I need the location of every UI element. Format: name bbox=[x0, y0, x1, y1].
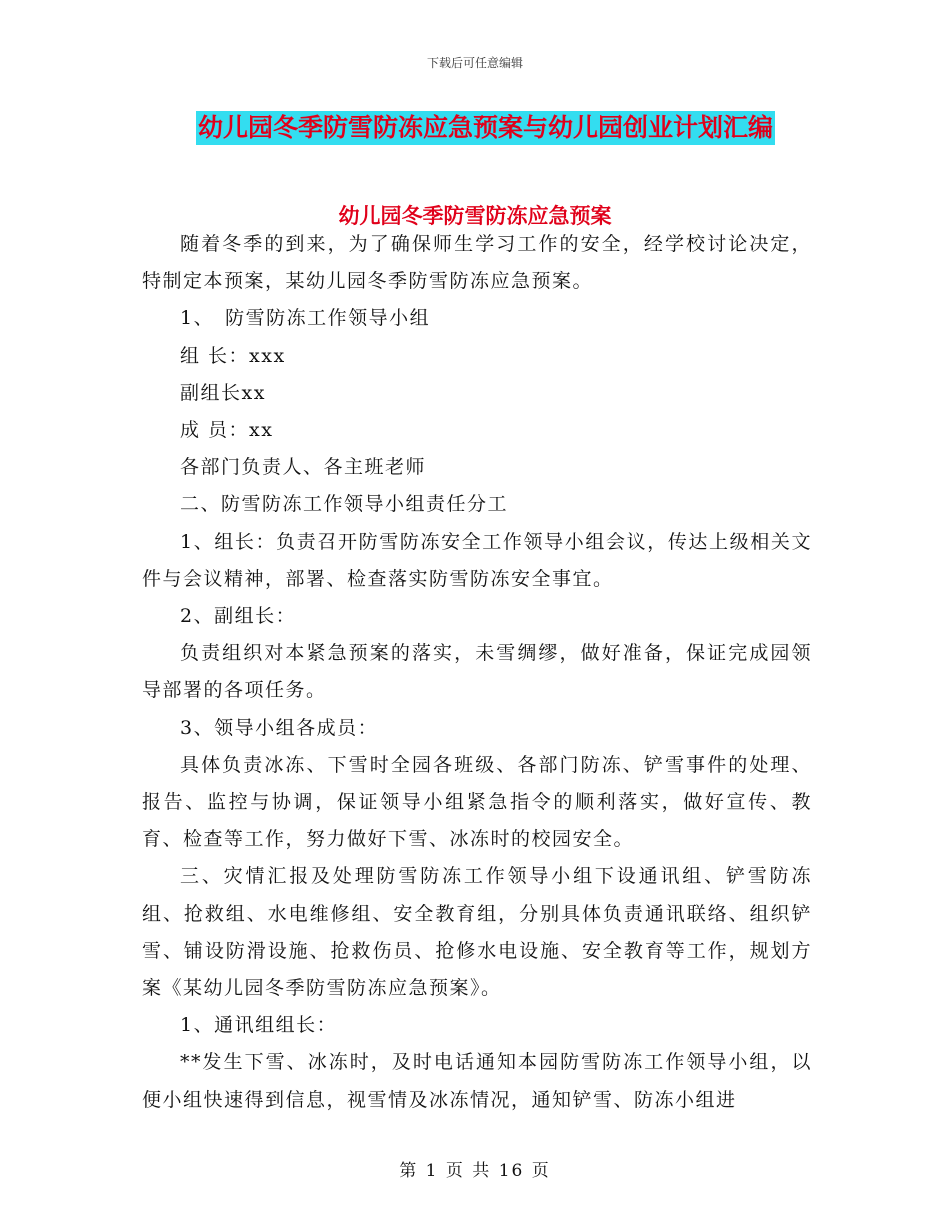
body-text bbox=[142, 226, 812, 1119]
paragraph: 各部门负责人、各主班老师 bbox=[180, 456, 427, 479]
paragraph: 组 长：xxx bbox=[180, 344, 286, 367]
paragraph: 具体负责冰冻、下雪时全园各班级、各部门防冻、铲雪事件的处理、报告、监控与协调，保证领导小组紧急指令的顺利落实，做好宣传、教育、检查等工作，努力做好下雪、冰冻时的校园安全。 bbox=[142, 753, 812, 851]
paragraph: **发生下雪、冰冻时，及时电话通知本园防雪防冻工作领导小组，以便小组快速得到信息，视雪情及冰冻情况，通知铲雪、防冻小组进 bbox=[142, 1051, 812, 1111]
paragraph: 成 员：xx bbox=[180, 419, 274, 442]
paragraph: 1、通讯组组长： bbox=[180, 1014, 338, 1037]
section-title: 幼儿园冬季防雪防冻应急预案 bbox=[338, 204, 612, 228]
header-note: 下载后可任意编辑 bbox=[426, 56, 523, 70]
paragraph: 1、组长：负责召开防雪防冻安全工作领导小组会议，传达上级相关文件与会议精神，部署、检查落实防雪防冻安全事宜。 bbox=[142, 530, 812, 590]
page-footer: 第 1 页 共 16 页 bbox=[399, 1161, 551, 1181]
paragraph: 二、防雪防冻工作领导小组责任分工 bbox=[180, 493, 509, 516]
paragraph: 三、灾情汇报及处理防雪防冻工作领导小组下设通讯组、铲雪防冻组、抢救组、水电维修组、安全教育组，分别具体负责通讯联络、组织铲雪、铺设防滑设施、抢救伤员、抢修水电设施、安全教育等工作，规划方案《某幼儿园冬季防雪防冻应急预案》。 bbox=[142, 865, 812, 1000]
paragraph: 负责组织对本紧急预案的落实，未雪绸缪，做好准备，保证完成园领导部署的各项任务。 bbox=[142, 642, 812, 702]
paragraph: 1、 防雪防冻工作领导小组 bbox=[180, 307, 431, 330]
paragraph: 3、领导小组各成员： bbox=[180, 716, 379, 739]
paragraph: 随着冬季的到来，为了确保师生学习工作的安全，经学校讨论决定，特制定本预案，某幼儿园冬季防雪防冻应急预案。 bbox=[142, 233, 812, 293]
paragraph: 2、副组长： bbox=[180, 605, 297, 628]
paragraph: 副组长xx bbox=[180, 381, 266, 404]
document-title: 幼儿园冬季防雪防冻应急预案与幼儿园创业计划汇编 bbox=[196, 111, 775, 145]
